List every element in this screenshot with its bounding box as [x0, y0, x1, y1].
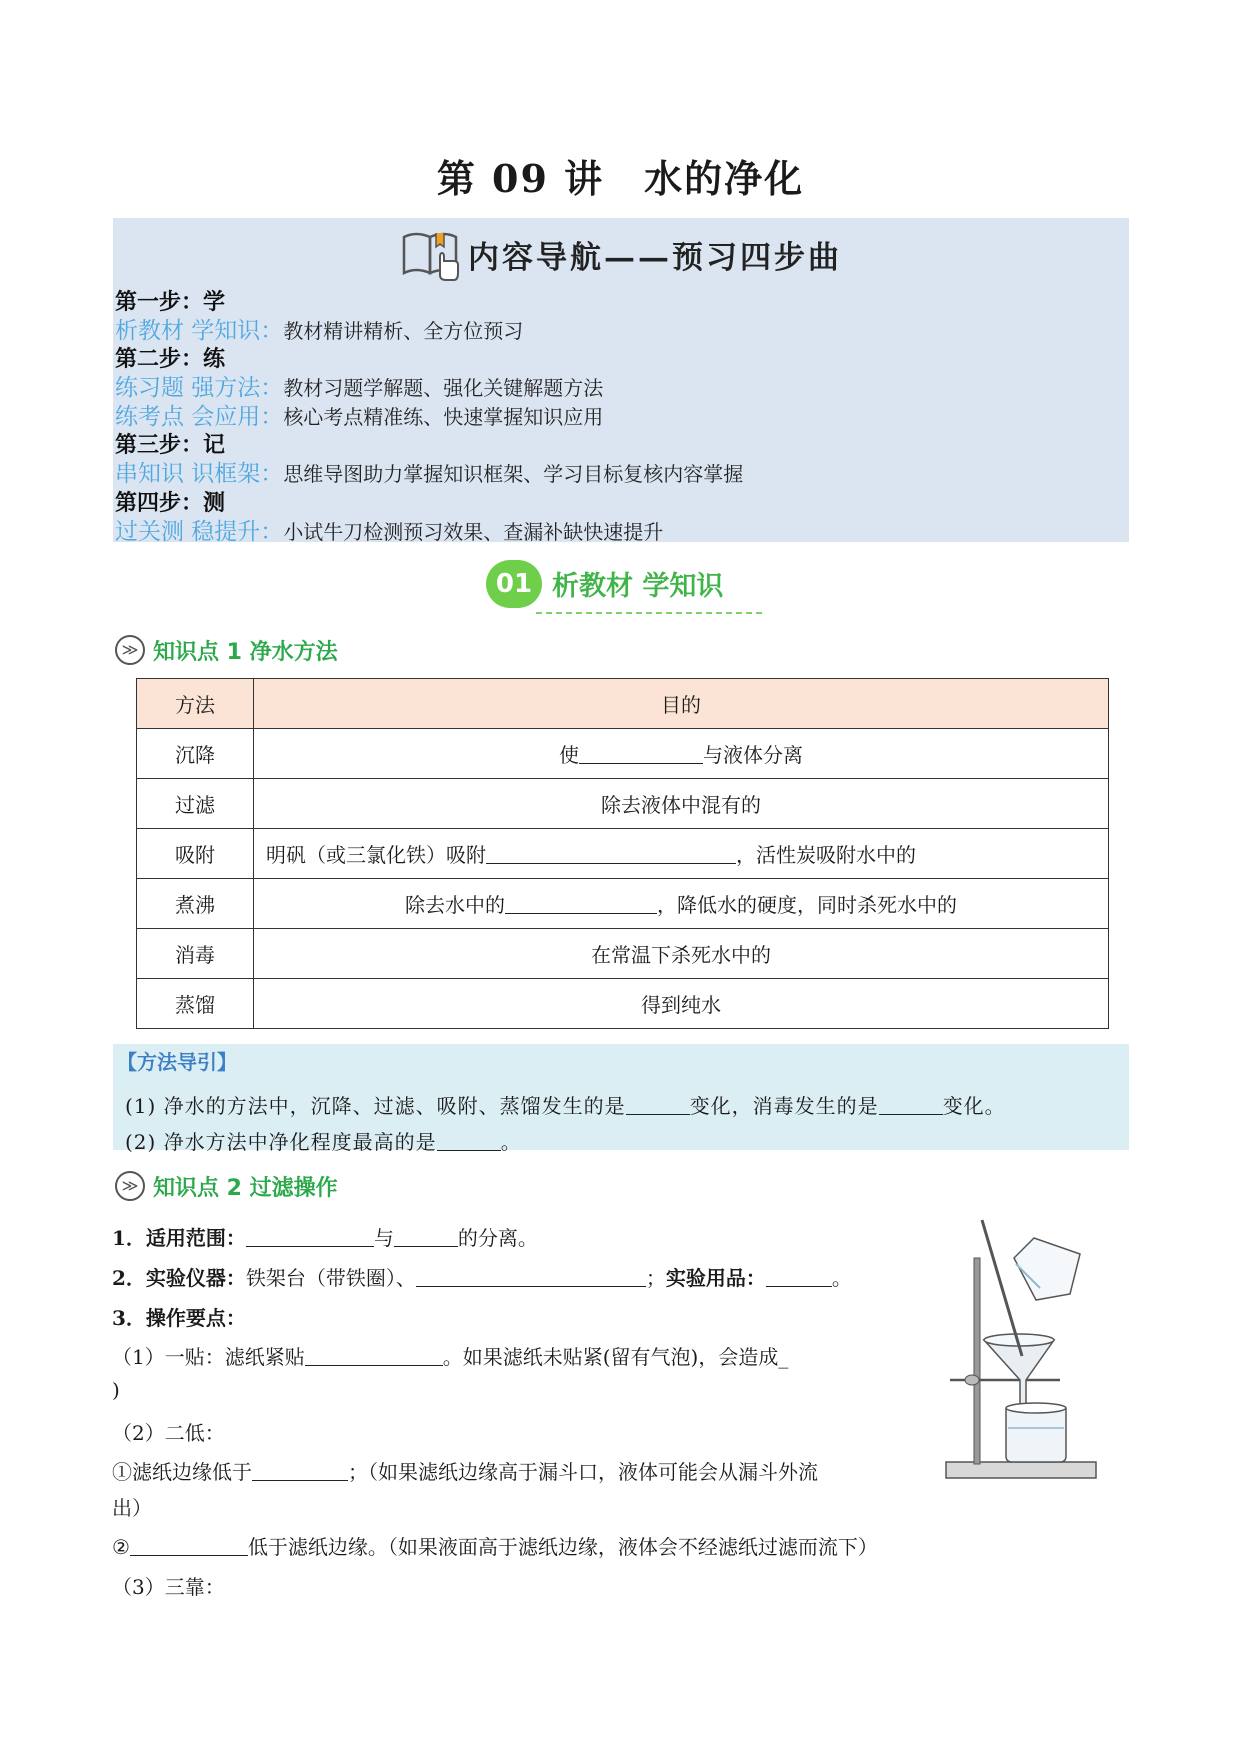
- filtration-apparatus-illustration: [944, 1218, 1104, 1484]
- circle-arrow-icon: ≫: [115, 635, 145, 665]
- text: 与液体分离: [703, 743, 803, 767]
- header-purpose: 目的: [254, 679, 1109, 729]
- text: ；（如果滤纸边缘高于漏斗口，液体可能会从漏斗外流: [348, 1460, 818, 1484]
- text: 明矾（或三氯化铁）吸附: [266, 843, 486, 867]
- text: ②: [112, 1535, 130, 1559]
- table-row: [137, 829, 1109, 879]
- purpose-cell: [254, 979, 1109, 1029]
- nav-desc: 教材精讲精析、全方位预习: [283, 318, 524, 343]
- text: ；: [645, 1266, 666, 1290]
- label: 实验用品：: [665, 1266, 766, 1290]
- kp2-line-key-points: 3．操作要点：: [112, 1306, 246, 1330]
- section-underline: [536, 612, 762, 614]
- nav-desc: 小试牛刀检测预习效果、查漏补缺快速提升: [283, 519, 664, 544]
- blank: [394, 1227, 458, 1247]
- blank: [486, 844, 736, 864]
- table-row: [137, 729, 1109, 779]
- blank: [252, 1461, 348, 1481]
- blank: [130, 1536, 248, 1556]
- method-cell: 过滤: [137, 779, 254, 829]
- section-label: 析教材 学知识: [552, 571, 724, 602]
- kp2-line-one-stick-cont: ): [112, 1378, 120, 1402]
- table-row: [137, 979, 1109, 1029]
- kp2-line-three-lean: （3）三靠：: [112, 1575, 225, 1599]
- text: 铁架台（带铁圈）、: [245, 1266, 416, 1290]
- step-label: 第一步：学: [115, 289, 226, 315]
- blank: [505, 894, 657, 914]
- kp2-line-low-2: [112, 1531, 878, 1560]
- method-cell: 吸附: [137, 829, 254, 879]
- text: 。如果滤纸未贴紧(留有气泡)，会造成_: [442, 1345, 789, 1369]
- method-cell: 蒸馏: [137, 979, 254, 1029]
- purpose-cell: [254, 879, 1109, 929]
- blank: [579, 744, 703, 764]
- section-number: 01: [486, 560, 542, 608]
- kp2-line-two-low: （2）二低：: [112, 1421, 225, 1445]
- text: 变化，消毒发生的是: [689, 1094, 879, 1118]
- kp2-line-instruments: [112, 1262, 852, 1291]
- purpose-cell: [254, 829, 1109, 879]
- blank: [246, 1227, 374, 1247]
- step-label: 第二步：练: [115, 346, 226, 373]
- nav-key: 过关测 稳提升：: [115, 518, 284, 545]
- section-badge: [486, 556, 766, 616]
- table-row: [137, 929, 1109, 979]
- purpose-cell: [254, 729, 1109, 779]
- step-label: 第三步：记: [115, 432, 226, 459]
- text: ，降低水的硬度，同时杀死水中的: [657, 893, 957, 917]
- kp2-line-low-1-cont: 出）: [112, 1496, 152, 1520]
- nav-item: [115, 374, 1125, 403]
- nav-heading: [113, 226, 1129, 282]
- text: 使: [559, 743, 579, 767]
- header-method: 方法: [137, 679, 254, 729]
- text: 除去水中的: [405, 893, 505, 917]
- nav-key: 串知识 识框架：: [115, 461, 284, 488]
- blank: [626, 1095, 690, 1115]
- kp2-line-one-stick: [112, 1341, 788, 1370]
- method-cell: 煮沸: [137, 879, 254, 929]
- table-row: [137, 779, 1109, 829]
- text: （1）一贴：滤纸紧贴: [112, 1345, 305, 1369]
- kp1-title: 知识点 1 净水方法: [153, 639, 338, 665]
- guide-question-1: [125, 1090, 1006, 1119]
- nav-step-2: [115, 345, 1125, 374]
- text: 与: [373, 1226, 394, 1250]
- blank: [766, 1267, 832, 1287]
- page-title: 第 09 讲 水的净化: [436, 156, 805, 201]
- text: (1) 净水的方法中，沉降、过滤、吸附、蒸馏发生的是: [125, 1094, 626, 1118]
- nav-key: 练考点 会应用：: [115, 403, 284, 430]
- circle-arrow-icon: ≫: [115, 1171, 145, 1201]
- nav-item: [115, 403, 1125, 432]
- nav-lines: [115, 288, 1125, 546]
- nav-key: 练习题 强方法：: [115, 375, 284, 402]
- kp1-heading: [115, 634, 338, 666]
- text: 变化。: [942, 1094, 1006, 1118]
- purpose-cell: [254, 779, 1109, 829]
- method-cell: 消毒: [137, 929, 254, 979]
- text: (2) 净水方法中净化程度最高的是: [125, 1130, 437, 1154]
- table-header-row: [137, 679, 1109, 729]
- nav-desc: 思维导图助力掌握知识框架、学习目标复核内容掌握: [283, 462, 744, 487]
- method-cell: 沉降: [137, 729, 254, 779]
- nav-item: [115, 460, 1125, 489]
- text: 得到纯水: [641, 993, 721, 1017]
- nav-item: [115, 518, 1125, 547]
- text: ①滤纸边缘低于: [112, 1460, 252, 1484]
- guide-title: 【方法导引】: [117, 1050, 237, 1074]
- book-hand-icon: [400, 227, 462, 281]
- text: 的分离。: [457, 1226, 538, 1250]
- table-row: [137, 879, 1109, 929]
- step-label: 第四步：测: [115, 489, 226, 516]
- blank: [305, 1346, 443, 1366]
- text: 除去液体中混有的: [601, 793, 761, 817]
- nav-step-3: [115, 431, 1125, 460]
- text: 。: [500, 1130, 522, 1154]
- text: 在常温下杀死水中的: [591, 943, 771, 967]
- text: ，活性炭吸附水中的: [736, 843, 916, 867]
- kp2-line-scope: [112, 1222, 538, 1251]
- nav-step-4: [115, 489, 1125, 518]
- nav-key: 析教材 学知识：: [115, 317, 284, 344]
- method-guide-box: [113, 1044, 1129, 1154]
- purpose-cell: [254, 929, 1109, 979]
- label: 2．实验仪器：: [112, 1266, 246, 1290]
- text: 。: [831, 1266, 852, 1290]
- guide-question-2: [125, 1126, 522, 1155]
- blank: [879, 1095, 943, 1115]
- nav-step-1: [115, 288, 1125, 317]
- kp2-line-low-1: [112, 1456, 818, 1485]
- blank: [416, 1267, 646, 1287]
- label: 1．适用范围：: [112, 1226, 246, 1250]
- kp2-heading: [115, 1170, 338, 1202]
- content-navigation-box: [113, 218, 1129, 545]
- purification-methods-table: [136, 678, 1109, 1029]
- nav-heading-text: 内容导航——预习四步曲: [468, 239, 842, 276]
- nav-desc: 教材习题学解题、强化关键解题方法: [283, 376, 604, 401]
- nav-item: [115, 317, 1125, 346]
- kp2-title: 知识点 2 过滤操作: [153, 1175, 338, 1201]
- nav-desc: 核心考点精准练、快速掌握知识应用: [283, 404, 604, 429]
- text: 低于滤纸边缘。（如果液面高于滤纸边缘，液体会不经滤纸过滤而流下）: [247, 1535, 878, 1559]
- blank: [437, 1131, 501, 1151]
